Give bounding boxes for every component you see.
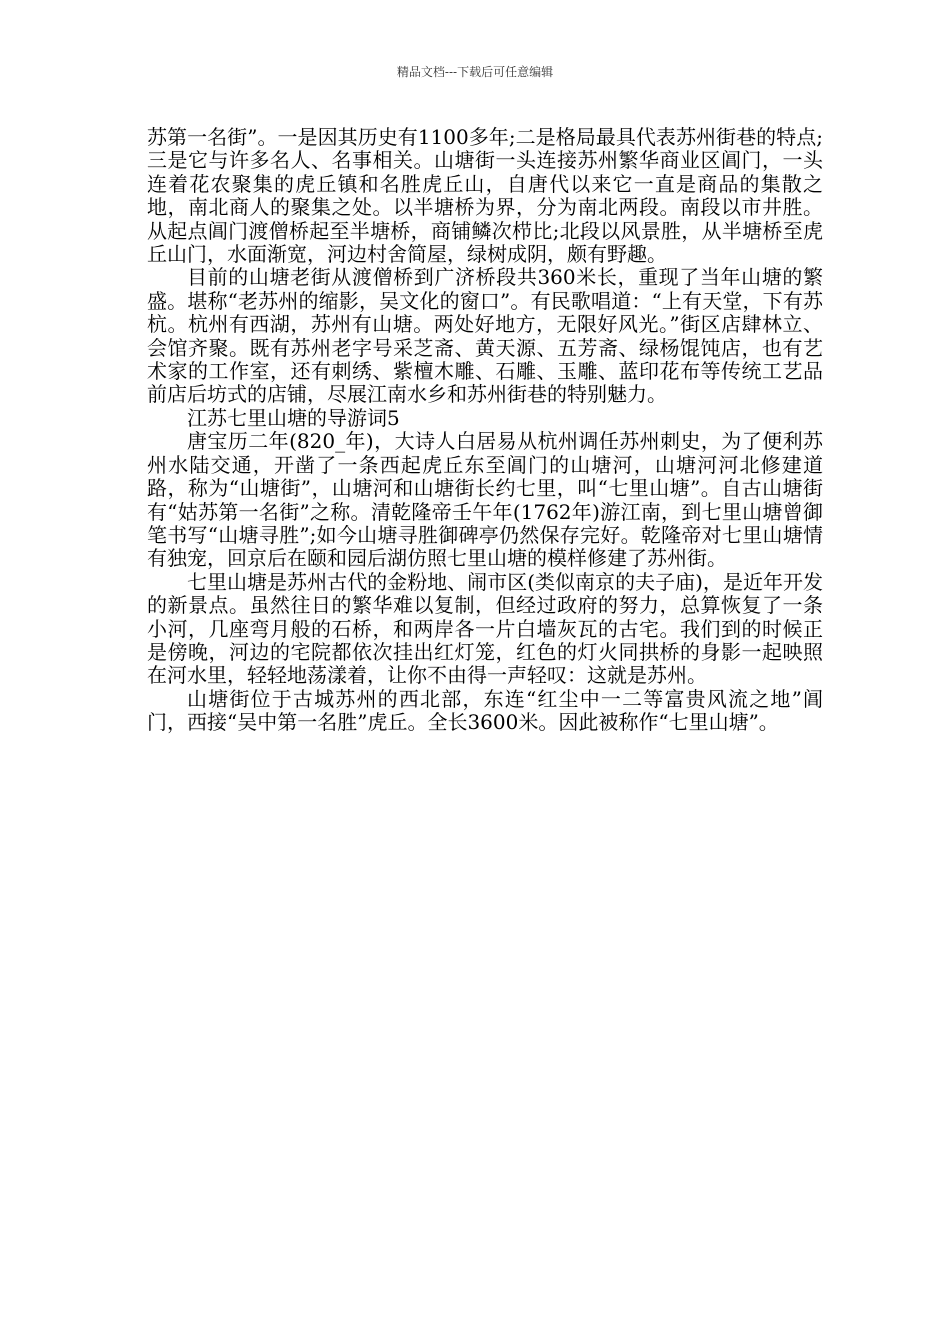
section-heading: 江苏七里山塘的导游词5 — [187, 405, 400, 430]
paragraph-location: 山塘街位于古城苏州的西北部，东连“红尘中一二等富贵风流之地”阊门，西接“吴中第一名胜”虎丘。全长3600米。因此被称作“七里山塘”。 — [147, 686, 823, 735]
paragraph-history: 唐宝历二年(820_年)，大诗人白居易从杭州调任苏州刺史，为了便利苏州水陆交通，开凿了一条西起虎丘东至阊门的山塘河，山塘河河北修建道路，称为“山塘街”，山塘河和山塘街长约七里，叫“七里山塘”。自古山塘街有“姑苏第一名街”之称。清乾隆帝壬午年(1762年)游江南，到七里山塘曾御笔书写“山塘寻胜”;如今山塘寻胜御碑亭仍然保存完好。乾隆帝对七里山塘情有独宠，回京后在颐和园后湖仿照七里山塘的模样修建了苏州街。 — [147, 429, 823, 571]
paragraph-current-street: 目前的山塘老街从渡僧桥到广济桥段共360米长，重现了当年山塘的繁盛。堪称“老苏州的缩影，吴文化的窗口”。有民歌唱道：“上有天堂，下有苏杭。杭州有西湖，苏州有山塘。两处好地方，无限好风光。”街区店肆林立、会馆齐聚。既有苏州老字号采芝斋、黄天源、五芳斋、绿杨馄饨店，也有艺术家的工作室，还有刺绣、紫檀木雕、石雕、玉雕、蓝印花布等传统工艺品前店后坊式的店铺，尽展江南水乡和苏州街巷的特别魅力。 — [147, 265, 823, 407]
paragraph-evening-scene: 七里山塘是苏州古代的金粉地、闹市区(类似南京的夫子庙)，是近年开发的新景点。虽然往日的繁华难以复制，但经过政府的努力，总算恢复了一条小河，几座弯月般的石桥，和两岸各一片白墙灰瓦的古宅。我们到的时候正是傍晚，河边的宅院都依次挂出红灯笼，红色的灯火同拱桥的身影一起映照在河水里，轻轻地荡漾着，让你不由得一声轻叹：这就是苏州。 — [147, 569, 823, 688]
paragraph-continuation: 苏第一名街”。一是因其历史有1100多年;二是格局最具代表苏州街巷的特点;三是它与许多名人、名事相关。山塘街一头连接苏州繁华商业区阊门，一头连着花农聚集的虎丘镇和名胜虎丘山，自唐代以来它一直是商品的集散之地，南北商人的聚集之处。以半塘桥为界，分为南北两段。南段以市井胜。从起点阊门渡僧桥起至半塘桥，商铺鳞次栉比;北段以风景胜，从半塘桥至虎丘山门，水面渐宽，河边村舍简屋，绿树成阴，颇有野趣。 — [147, 125, 823, 267]
document-body — [147, 126, 823, 735]
page-header: 精品文档---下载后可任意编辑 — [396, 65, 554, 79]
